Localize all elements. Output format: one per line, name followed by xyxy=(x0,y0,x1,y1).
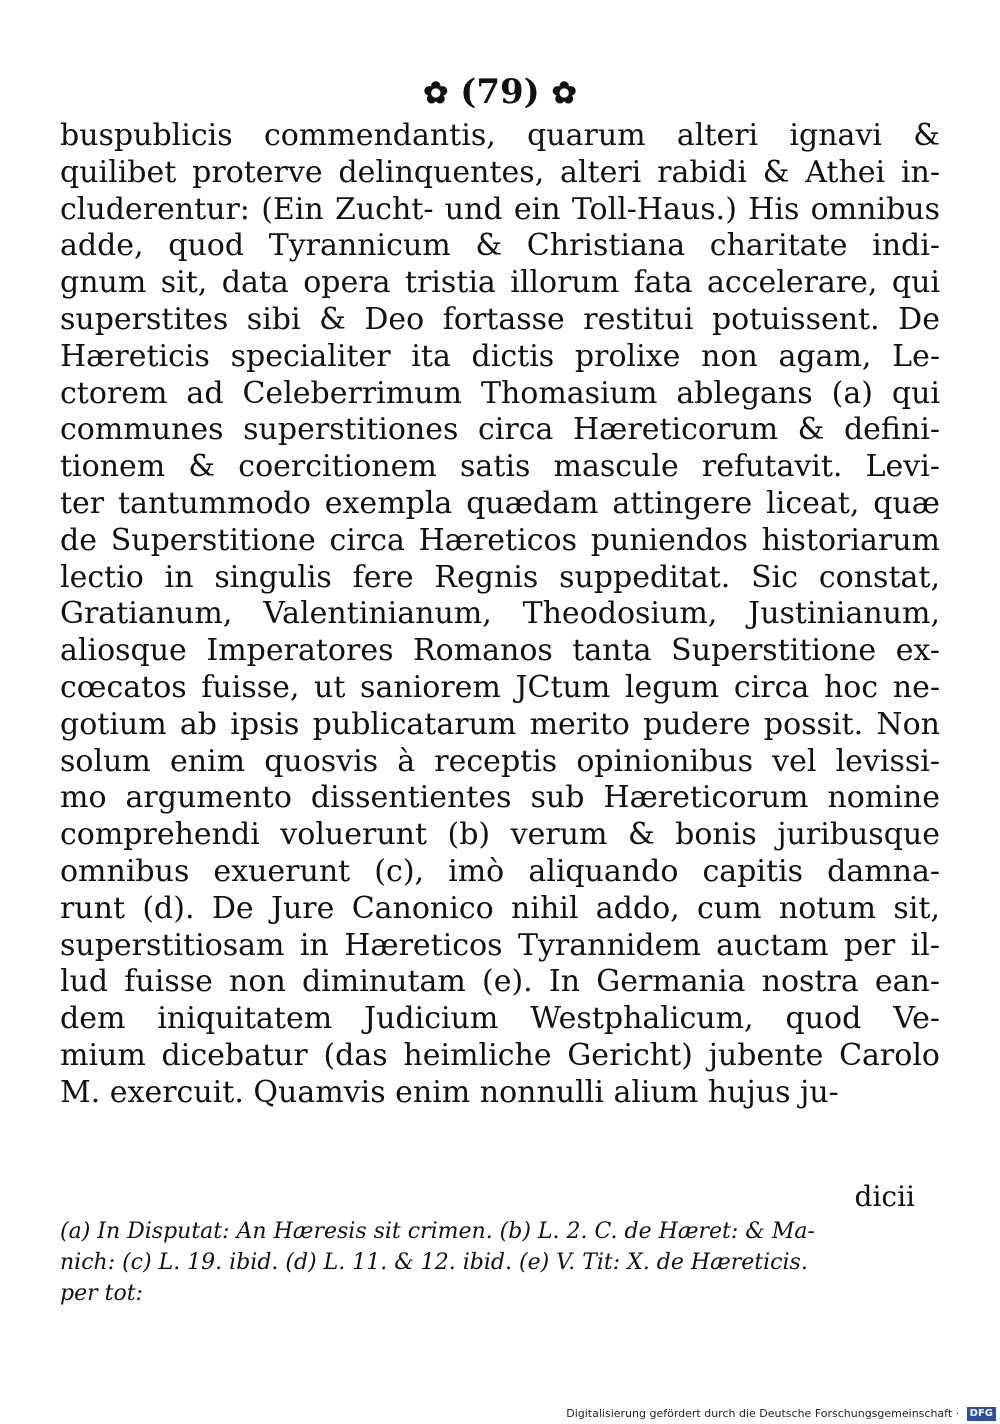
text-line: de Superstitione circa Hæreticos puniendos historiarum xyxy=(60,522,940,558)
text-line: ter tantummodo exempla quædam attingere liceat, quæ xyxy=(60,485,940,521)
text-line: cœcatos fuisse, ut saniorem JCtum legum circa hoc ne- xyxy=(60,669,940,705)
text-line: aliosque Imperatores Romanos tanta Superstitione ex- xyxy=(60,633,940,669)
footnote-line: per tot: xyxy=(60,1281,143,1306)
catchword: dicii xyxy=(854,1180,915,1213)
text-line: tionem & coercitionem satis mascule refutavit. Levi- xyxy=(60,449,940,485)
footnote-line: nich: (c) L. 19. ibid. (d) L. 11. & 12. ibid. (e) V. Tit: X. de Hæreticis. xyxy=(60,1250,808,1275)
text-line: buspublicis commendantis, quarum alteri ignavi & xyxy=(60,118,940,153)
text-line: quilibet proterve delinquentes, alteri rabidi & Athei in- xyxy=(60,154,940,190)
text-line: omnibus exuerunt (c), imò aliquando capitis damna- xyxy=(60,853,940,889)
text-line: superstites sibi & Deo fortasse restitui potuissent. De xyxy=(60,301,940,337)
text-line: cluderentur: (Ein Zucht- und ein Toll-Haus.) His omnibus xyxy=(60,191,940,227)
page-number: (79) xyxy=(460,72,540,112)
text-line: Gratianum, Valentinianum, Theodosium, Justinianum, xyxy=(60,596,940,632)
body-text xyxy=(60,118,940,1112)
text-line: lud fuisse non diminutam (e). In Germania nostra ean- xyxy=(60,964,940,1000)
text-line: mium dicebatur (das heimliche Gericht) jubente Carolo xyxy=(60,1037,940,1073)
text-line: Hæreticis specialiter ita dictis prolixe non agam, Le- xyxy=(60,338,940,374)
text-line: adde, quod Tyrannicum & Christiana charitate indi- xyxy=(60,228,940,264)
text-line: dem iniquitatem Judicium Westphalicum, quod Ve- xyxy=(60,1001,940,1037)
text-line: gnum sit, data opera tristia illorum fata accelerare, qui xyxy=(60,265,940,301)
text-line: M. exercuit. Quamvis enim nonnulli alium hujus ju- xyxy=(60,1074,839,1110)
footer-credit-text: Digitalisierung gefördert durch die Deutsche Forschungsgemeinschaft · xyxy=(566,1407,960,1420)
right-ornament-icon: ✿ xyxy=(551,76,577,111)
dfg-logo-icon: DFG xyxy=(967,1407,996,1421)
text-line: lectio in singulis fere Regnis suppeditat. Sic constat, xyxy=(60,559,940,595)
text-line: comprehendi voluerunt (b) verum & bonis juribusque xyxy=(60,817,940,853)
page-header xyxy=(0,72,1000,114)
text-line: ctorem ad Celeberrimum Thomasium ablegans (a) qui xyxy=(60,375,940,411)
text-line: superstitiosam in Hæreticos Tyrannidem auctam per il- xyxy=(60,927,940,963)
text-line: mo argumento dissentientes sub Hæreticorum nomine xyxy=(60,780,940,816)
digitization-footer xyxy=(560,1404,1000,1424)
text-line: runt (d). De Jure Canonico nihil addo, cum notum sit, xyxy=(60,890,940,926)
text-line: communes superstitiones circa Hæreticorum & defini- xyxy=(60,412,940,448)
footnotes xyxy=(60,1216,920,1309)
text-line: solum enim quosvis à receptis opinionibus vel levissi- xyxy=(60,743,940,779)
left-ornament-icon: ✿ xyxy=(423,76,449,111)
text-line: gotium ab ipsis publicatarum merito pudere possit. Non xyxy=(60,706,940,742)
footnote-line: (a) In Disputat: An Hæresis sit crimen. (b) L. 2. C. de Hæret: & Ma- xyxy=(60,1219,815,1244)
